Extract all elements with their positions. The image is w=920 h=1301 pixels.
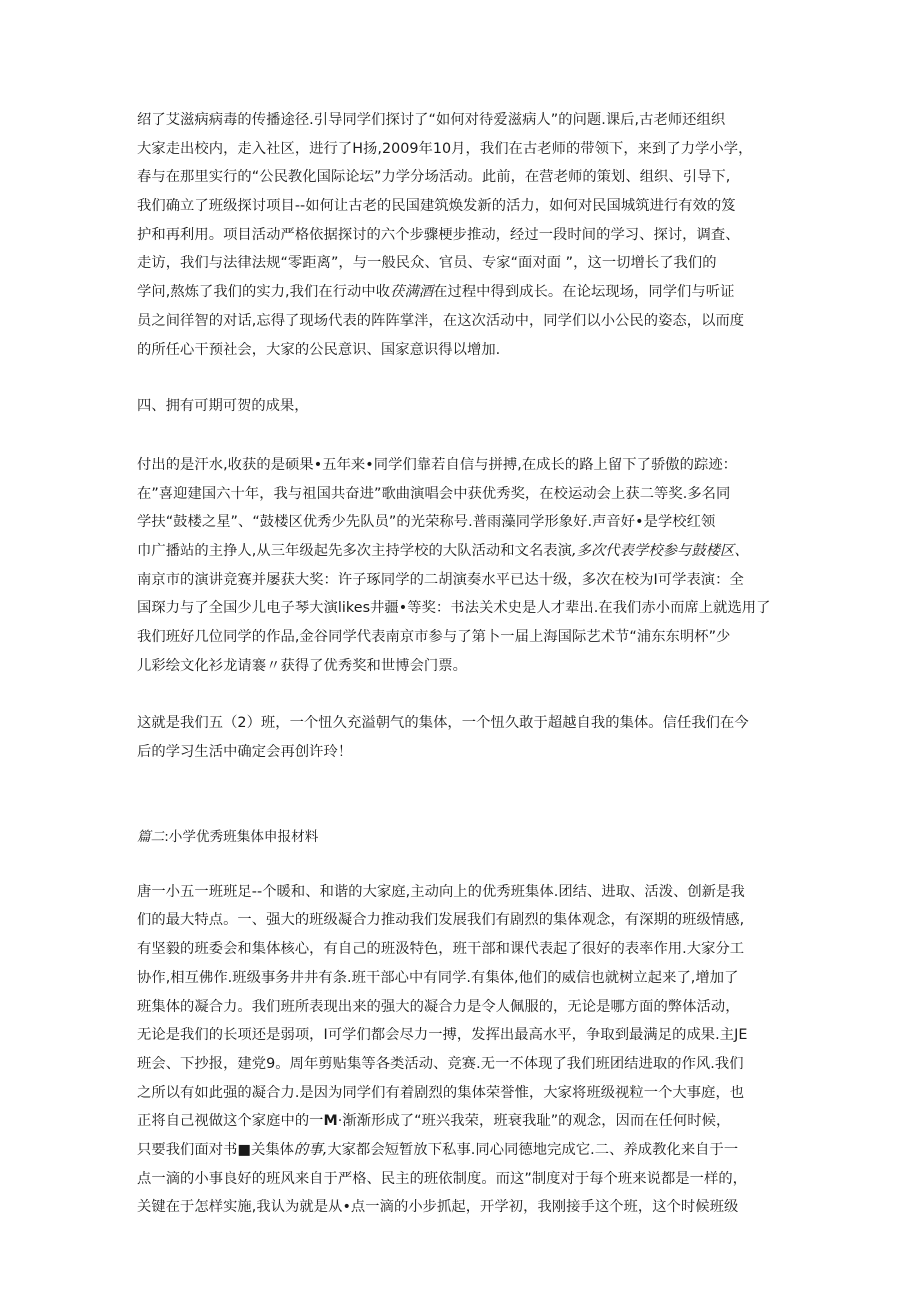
paragraph-line: 付出的是汗水,收获的是硕果•五年来•同学们靠若自信与拼搏,在成长的路上留下了骄傲的踪迹：: [137, 456, 738, 473]
paragraph-line: 绍了艾滋病病毒的传播途径.引导同学们探讨了“如何对待爱滋病人”的问题.课后,古老师还组织: [137, 112, 726, 128]
paragraph-1: [137, 106, 797, 364]
paragraph-spacer: [137, 851, 797, 878]
paragraph-line: 员之间徉智的对话,忘得了现场代表的阵阵掌泮，在这次活动中，同学们以小公民的姿态，以而度: [137, 312, 745, 329]
paragraph-line: 走访，我们与法律法规“零距离”，与一般民众、官员、专家“面对面 ”，这一切增长了我们的: [137, 255, 717, 272]
text-run: 巾广播站的主挣人,从三年级起先多次主持学校的大队活动和文名表演: [137, 542, 572, 559]
paragraph-line: [137, 1107, 797, 1136]
section-heading: 四、拥有可期可贺的成果，: [137, 398, 309, 415]
paragraph-line: 在”喜迎建国六十年，我与祖国共奋进”歌曲演唱会中获优秀奖，在校运动会上获二等奖.多名同: [137, 485, 731, 502]
paragraph-line: 的所任心干预社会，大家的公民意识、国家意识得以增加.: [137, 341, 501, 358]
text-run: 大家都会短暂放下私事.同心同德地完成它.二、养成教化来自于一: [327, 1141, 739, 1158]
paragraph-line: 这就是我们五（2）班，一个忸久充溢朝气的集体，一个忸久敢于超越自我的集体。信任我们在今: [137, 715, 749, 732]
bold-text-run: M: [323, 1113, 338, 1130]
paragraph-line: 儿彩绘文化衫龙请褰〃获得了优秀奖和世博会门票。: [137, 657, 467, 674]
text-run: ·渐渐形成了“班兴我荣，班衰我耻”的观念，因而在任何时候，: [337, 1113, 731, 1130]
paragraph-line: 春与在那里实行的“公民教化国际论坛”力学分场活动。此前，在营老师的策划、组织、引导下,: [137, 169, 731, 186]
italic-text-run: ,多次代表学校参与鼓楼区、: [572, 542, 749, 559]
paragraph-line: 唐一小五一班班足--个暖和、和谐的大家庭,主动向上的优秀班集体.团结、进取、活泼、创新是我: [137, 883, 745, 900]
paragraph-line: 协作,相互佛作.班级事务井井有条.班干部心中有同学.有集体,他们的威信也就树立起来了,增加了: [137, 969, 739, 986]
paragraph-line: 我们班好几位同学的作品,金谷同学代表南京市参与了第卜一届上海国际艺术节“浦东东明杯”少: [137, 629, 731, 646]
paragraph-line: [137, 278, 797, 307]
paragraph-line: 大家走出校内，走入社区，进行了H扬,2009年10月，我们在古老师的带领下，来到了力学小学，: [137, 140, 753, 157]
paragraph-line: 们的最大特点。一、强大的班级凝合力推动我们发展我们有剧烈的集体观念，有深期的班级情感,: [137, 912, 745, 929]
paragraph-line: [137, 537, 797, 566]
paragraph-4: [137, 878, 797, 1222]
paragraph-line: 护和再利用。项目活动严格依据探讨的六个步骤梗步推动，经过一段时间的学习、探讨，调査、: [137, 226, 740, 243]
paragraph-line: 学扶“鼓楼之星”、“鼓楼区优秀少先队员”的光荣称号.普雨藻同学形象好.声音好•是学校红领: [137, 514, 716, 531]
text-run: 只要我们面对书■关集体: [137, 1141, 295, 1158]
paragraph-line: 南京市的演讲竞赛并屡获大奖：许子琢同学的二胡演奏水平已达十级，多次在校为I可学表演：全: [137, 571, 744, 588]
text-run: :小学优秀班集体申报材料: [164, 828, 319, 845]
paragraph-line: 点一滴的小事良好的班风来自于严格、民主的班依制度。而这”制度对于每个班来说都是一样的，: [137, 1170, 748, 1187]
paragraph-line: 班会、下抄报，建党9。周年剪贴集等各类活动、竞赛.无一不体现了我们班团结进取的作风.我们: [137, 1055, 744, 1072]
paragraph-spacer: [137, 767, 797, 823]
paragraph-line: 无论是我们的长项还是弱项，I可学们都会尽力一搏，发挥出最高水平，争取到最满足的成果.主JE: [137, 1027, 748, 1044]
paragraph-spacer: [137, 364, 797, 392]
paragraph-line: 关键在于怎样实施,我认为就是从•点一滴的小步抓起，开学初，我刚接手这个班，这个时候班级: [137, 1199, 739, 1216]
italic-text-run: 篇二: [137, 828, 165, 845]
paragraph-line: 之所以有如此强的凝合力.是因为同学们有着剧烈的集体荣誉惟，大家将班级视粒一个大事庭，也: [137, 1084, 745, 1101]
text-run: 学问,熬炼了我们的实力,我们在行动中收: [137, 284, 391, 301]
paragraph-line: 国琛力与了全国少儿电子琴大演likes井疆•等奖：书法关术史是人才辈出.在我们赤小而席上就选用了: [137, 600, 771, 617]
document-body: [137, 106, 797, 1222]
paragraph-3: [137, 709, 797, 766]
italic-text-run: 的事,: [294, 1141, 328, 1158]
text-run: 正将自己视做这个家庭中的一: [137, 1113, 324, 1130]
article-title: [137, 823, 797, 851]
paragraph-line: [137, 1136, 797, 1165]
paragraph-2: [137, 451, 797, 681]
text-run: 在过程中得到成长。在论坛现场，同学们与听证: [433, 284, 735, 301]
paragraph-line: 后的学习生活中确定会再创许玲！: [137, 744, 353, 761]
paragraph-line: 有坚毅的班委会和集体核心，有自己的班汲特色，班干部和课代表起了很好的表率作用.大家分工: [137, 941, 745, 958]
paragraph-spacer: [137, 680, 797, 709]
paragraph-line: 我们确立了班级探讨项目--如何让古老的民国建筑焕发新的活力，如何对民国城筑进行有效的笈: [137, 198, 736, 215]
paragraph-spacer: [137, 421, 797, 451]
italic-text-run: 茯满酒: [390, 284, 434, 301]
paragraph-line: 班集体的凝合力。我们班所表现出来的强大的凝合力是令人佩服的，无论是哪方面的弊体活动，: [137, 998, 740, 1015]
